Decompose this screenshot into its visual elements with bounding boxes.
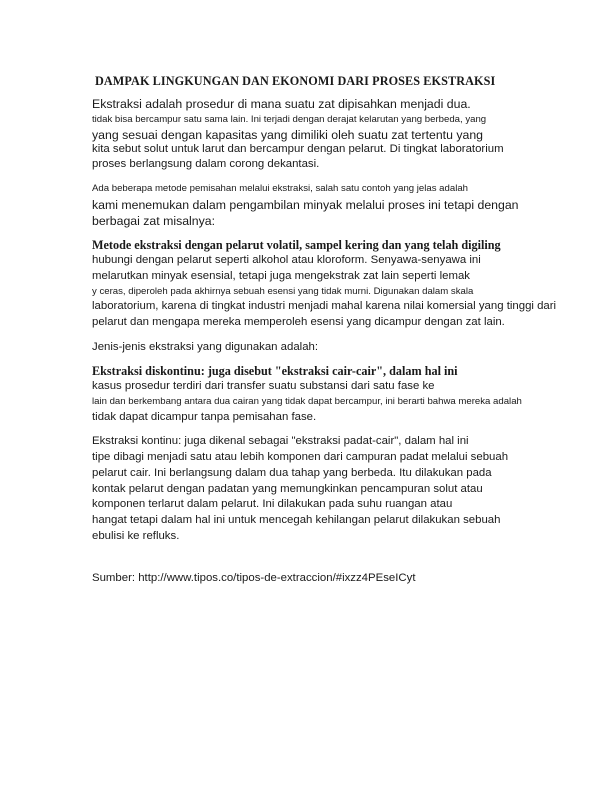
source-citation: Sumber: http://www.tipos.co/tipos-de-extraccion/#ixzz4PEseICyt	[92, 572, 416, 584]
p6-line-2: tipe dibagi menjadi satu atau lebih komponen dari campuran padat melalui sebuah	[92, 451, 509, 463]
p5-line-2: kasus prosedur terdiri dari transfer suatu substansi dari satu fase ke	[92, 380, 435, 392]
p3-line-6: pelarut dan mengapa mereka memperoleh esensi yang dicampur dengan zat lain.	[92, 316, 505, 328]
p3-line-2: hubungi dengan pelarut seperti alkohol atau kloroform. Senyawa-senyawa ini	[92, 254, 481, 266]
p6-line-6: hangat tetapi dalam hal ini untuk mencegah kehilangan pelarut dilakukan sebuah	[92, 514, 501, 526]
document-title: DAMPAK LINGKUNGAN DAN EKONOMI DARI PROSES EKSTRAKSI	[95, 74, 496, 88]
p3-line-5: laboratorium, karena di tingkat industri menjadi mahal karena nilai komersial yang tinggi dari	[92, 300, 557, 312]
p3-line-4: y ceras, diperoleh pada akhirnya sebuah esensi yang tidak murni. Digunakan dalam skala	[92, 286, 474, 297]
p6-line-5: komponen terlarut dalam pelarut. Ini dilakukan pada suhu ruangan atau	[92, 498, 453, 510]
p2-line-3: berbagai zat misalnya:	[92, 214, 216, 228]
p1-line-3: yang sesuai dengan kapasitas yang dimiliki oleh suatu zat tertentu yang	[92, 128, 484, 142]
p1-line-4: kita sebut solut untuk larut dan bercampur dengan pelarut. Di tingkat laboratorium	[92, 143, 504, 155]
p3-line-1: Metode ekstraksi dengan pelarut volatil, sampel kering dan yang telah digiling	[92, 238, 501, 252]
p5-line-3: lain dan berkembang antara dua cairan yang tidak dapat bercampur, ini berarti bahwa mereka adalah	[92, 396, 522, 407]
p6-line-1: Ekstraksi kontinu: juga dikenal sebagai "ekstraksi padat-cair", dalam hal ini	[92, 435, 469, 447]
p1-line-5: proses berlangsung dalam corong dekantasi.	[92, 158, 320, 170]
p5-line-1: Ekstraksi diskontinu: juga disebut "ekstraksi cair-cair", dalam hal ini	[92, 364, 458, 378]
p4-line-1: Jenis-jenis ekstraksi yang digunakan adalah:	[92, 341, 319, 353]
p6-line-4: kontak pelarut dengan padatan yang memungkinkan pencampuran solut atau	[92, 483, 483, 495]
p1-line-2: tidak bisa bercampur satu sama lain. Ini terjadi dengan derajat kelarutan yang berbeda, yang	[92, 114, 487, 125]
p5-line-4: tidak dapat dicampur tanpa pemisahan fase.	[92, 411, 317, 423]
p6-line-3: pelarut cair. Ini berlangsung dalam dua tahap yang berbeda. Itu dilakukan pada	[92, 467, 492, 479]
p2-line-2: kami menemukan dalam pengambilan minyak melalui proses ini tetapi dengan	[92, 198, 519, 212]
p3-line-3: melarutkan minyak esensial, tetapi juga mengekstrak zat lain seperti lemak	[92, 270, 470, 282]
p6-line-7: ebulisi ke refluks.	[92, 530, 180, 542]
p2-line-1: Ada beberapa metode pemisahan melalui ekstraksi, salah satu contoh yang jelas adalah	[92, 183, 468, 194]
p1-line-1: Ekstraksi adalah prosedur di mana suatu zat dipisahkan menjadi dua.	[92, 97, 471, 111]
